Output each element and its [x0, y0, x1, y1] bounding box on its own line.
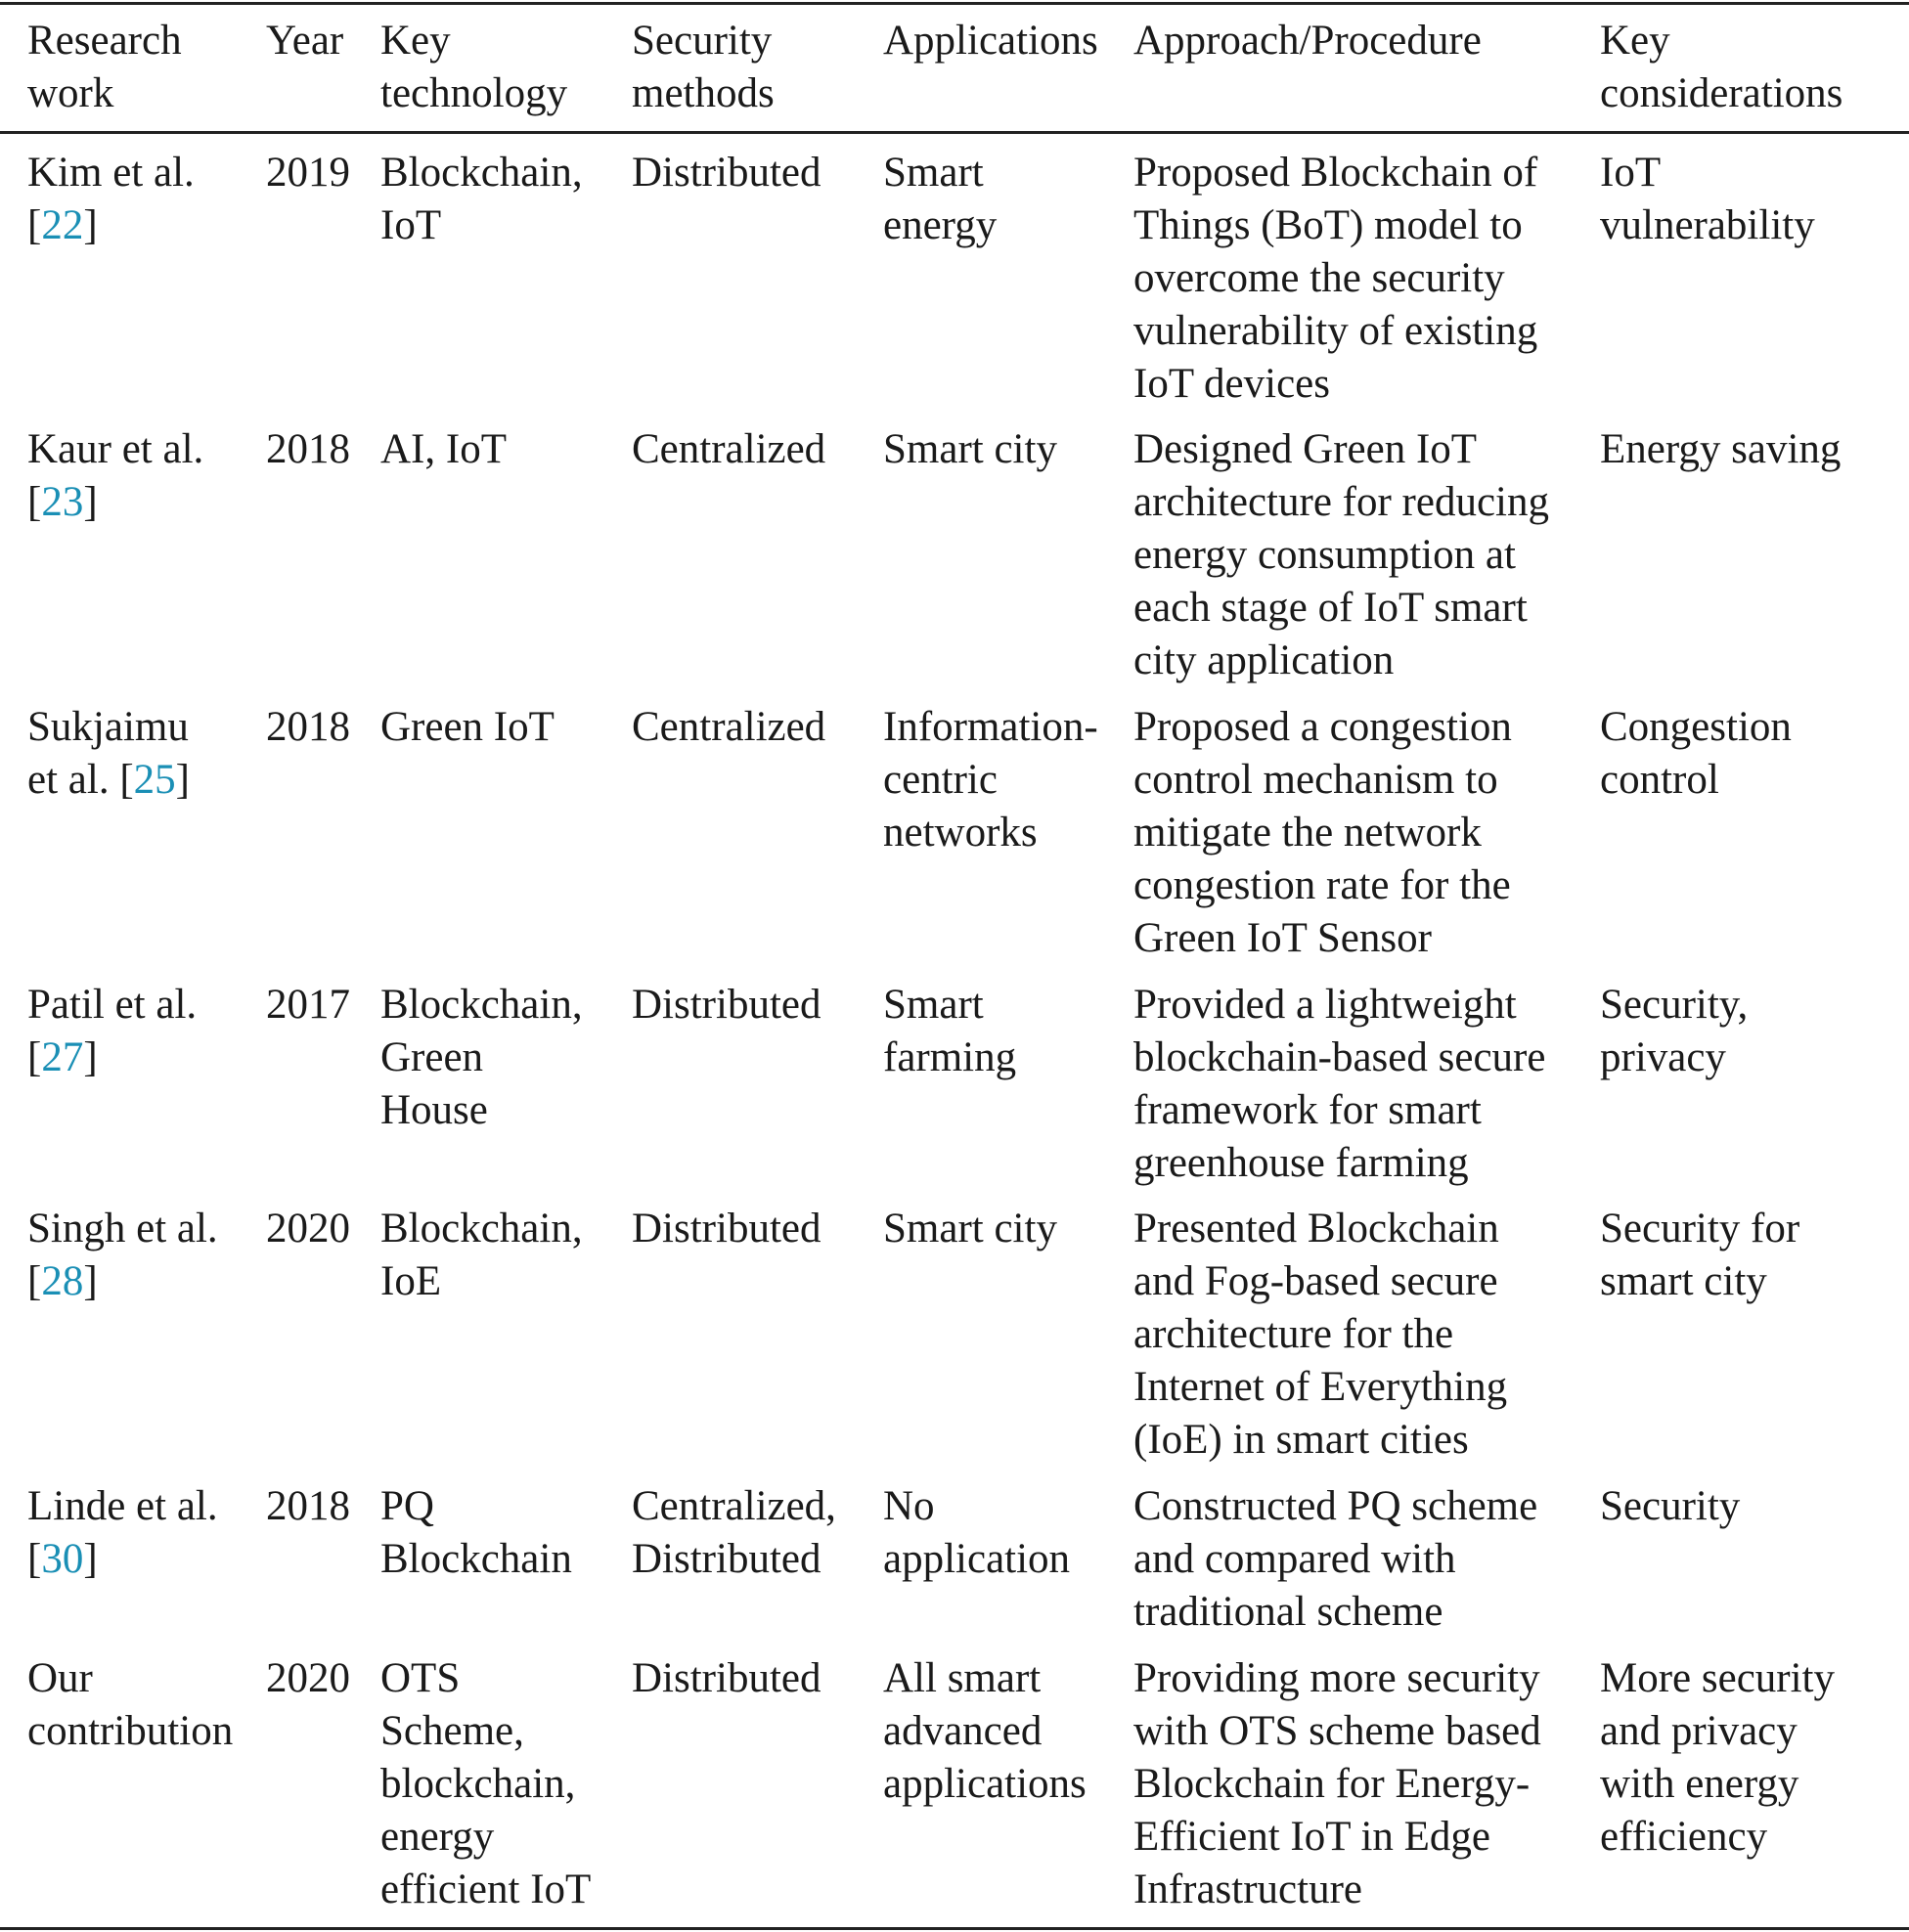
citation-link[interactable]: 22 [41, 202, 84, 248]
table-row-cell-applications: Smart city [883, 1206, 1057, 1251]
table-row-cell-author: Kim et al. [22] [27, 150, 195, 248]
table-row-cell-security: Distributed [632, 982, 821, 1028]
table-bottom-rule [0, 1927, 1909, 1930]
header-approach: Approach/Procedure [1133, 18, 1482, 64]
table-row-cell-security: Centralized, Distributed [632, 1483, 836, 1582]
header-security-methods: Security methods [632, 18, 775, 116]
table-row-cell-year: 2018 [266, 1483, 350, 1529]
table-row-cell-considerations: IoT vulnerability [1600, 150, 1815, 248]
citation-link[interactable]: 23 [41, 479, 84, 525]
header-bottom-rule [0, 131, 1909, 134]
header-key-technology: Key technology [380, 18, 568, 116]
table-row-cell-year: 2017 [266, 982, 350, 1028]
table-row-cell-year: 2018 [266, 426, 350, 472]
table-row-cell-approach: Designed Green IoT architecture for reducing energy consumption at each stage of IoT smart city application [1133, 426, 1549, 683]
table-row-cell-applications: No application [883, 1483, 1071, 1582]
table-row-cell-security: Centralized [632, 426, 826, 472]
table-row-cell-author: Our contribution [27, 1655, 234, 1754]
table-row-cell-approach: Constructed PQ scheme and compared with traditional scheme [1133, 1483, 1538, 1635]
table-row-cell-security: Distributed [632, 1655, 821, 1701]
table-row-cell-author: Kaur et al. [23] [27, 426, 204, 525]
header-key-considerations: Key considerations [1600, 18, 1843, 116]
table-row-cell-author: Patil et al. [27] [27, 982, 198, 1080]
table-row-cell-approach: Presented Blockchain and Fog-based secure architecture for the Internet of Everything (IoE) in smart cities [1133, 1206, 1508, 1463]
table-row-cell-technology: Blockchain, Green House [380, 982, 583, 1133]
table-row-cell-considerations: Congestion control [1600, 704, 1792, 803]
table-row-cell-applications: Smart city [883, 426, 1057, 472]
table-row-cell-considerations: More security and privacy with energy efficiency [1600, 1655, 1836, 1860]
table-row-cell-technology: PQ Blockchain [380, 1483, 572, 1582]
table-row-cell-approach: Provided a lightweight blockchain-based secure framework for smart greenhouse farming [1133, 982, 1546, 1186]
table-row-cell-technology: OTS Scheme, blockchain, energy efficient IoT [380, 1655, 592, 1912]
table-row-cell-security: Distributed [632, 150, 821, 196]
table-row-cell-considerations: Security for smart city [1600, 1206, 1800, 1304]
table-row-cell-year: 2020 [266, 1655, 350, 1701]
table-row-cell-approach: Providing more security with OTS scheme based Blockchain for Energy- Efficient IoT in Edge Infrastructure [1133, 1655, 1541, 1912]
table-row-cell-technology: AI, IoT [380, 426, 507, 472]
table-row-cell-author: Sukjaimu et al. [25] [27, 704, 190, 803]
table-row-cell-approach: Proposed a congestion control mechanism to mitigate the network congestion rate for the Green IoT Sensor [1133, 704, 1512, 961]
citation-link[interactable]: 28 [41, 1258, 84, 1304]
table-row-cell-year: 2020 [266, 1206, 350, 1251]
table-row-cell-considerations: Security [1600, 1483, 1741, 1529]
table-top-rule [0, 2, 1909, 5]
table-row-cell-applications: Information- centric networks [883, 704, 1098, 856]
citation-link[interactable]: 25 [133, 757, 176, 803]
table-row-cell-technology: Blockchain, IoT [380, 150, 583, 248]
table-row-cell-applications: Smart farming [883, 982, 1017, 1080]
citation-link[interactable]: 30 [41, 1536, 84, 1582]
header-year: Year [266, 18, 344, 64]
table-row-cell-applications: All smart advanced applications [883, 1655, 1087, 1807]
table-row-cell-approach: Proposed Blockchain of Things (BoT) model to overcome the security vulnerability of existing IoT devices [1133, 150, 1538, 407]
table-row-cell-year: 2019 [266, 150, 350, 196]
table-row-cell-technology: Blockchain, IoE [380, 1206, 583, 1304]
table-row-cell-author: Linde et al. [30] [27, 1483, 218, 1582]
table-row-cell-considerations: Security, privacy [1600, 982, 1749, 1080]
citation-link[interactable]: 27 [41, 1034, 84, 1080]
table-row-cell-security: Distributed [632, 1206, 821, 1251]
table-row-cell-year: 2018 [266, 704, 350, 750]
header-research-work: Research work [27, 18, 182, 116]
table-row-cell-technology: Green IoT [380, 704, 555, 750]
header-applications: Applications [883, 18, 1098, 64]
table-row-cell-considerations: Energy saving [1600, 426, 1842, 472]
table-row-cell-applications: Smart energy [883, 150, 998, 248]
table-row-cell-author: Singh et al. [28] [27, 1206, 218, 1304]
table-row-cell-security: Centralized [632, 704, 826, 750]
